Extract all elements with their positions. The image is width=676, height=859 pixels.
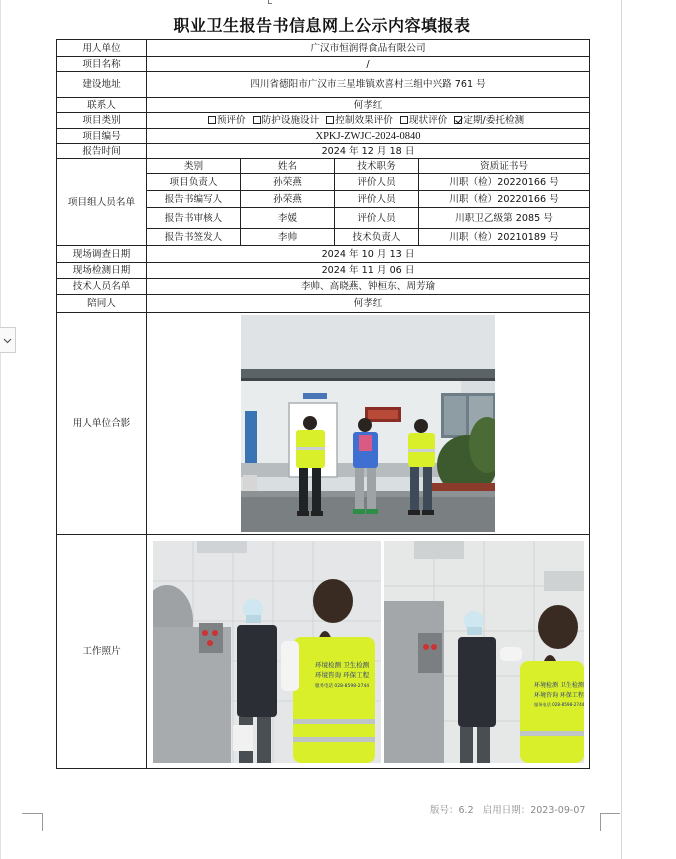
form-table [56,39,590,769]
companion-value: 何孝红 [147,295,590,313]
row-test-date [57,263,590,279]
team-cert: 川职（检）20210189 号 [419,229,590,246]
team-header-cert: 资质证书号 [419,159,590,174]
category-label: 项目类别 [57,113,147,129]
project-no-label: 项目编号 [57,129,147,144]
category-options [147,113,590,129]
work-photo-label: 工作照片 [57,535,147,769]
contact-label: 联系人 [57,98,147,113]
version-label: 版号： [430,805,459,816]
team-title: 评价人员 [335,208,419,229]
crop-mark-top [268,0,272,4]
version-value: 6.2 [458,805,474,816]
category-option-label: 定期/委托检测 [463,115,525,126]
page-edge-right [621,0,622,859]
test-date-label: 现场检测日期 [57,263,147,279]
companion-label: 陪同人 [57,295,147,313]
group-photo-label: 用人单位合影 [57,313,147,535]
row-project-no [57,129,590,144]
checkbox-icon [253,116,261,124]
category-option-checked[interactable] [454,115,524,126]
work-photo-left-image [153,541,381,763]
report-date-value: 2024 年 12 月 18 日 [147,144,590,159]
group-photo [241,315,495,532]
work-photo-right-image [384,541,584,763]
tech-staff-label: 技术人员名单 [57,279,147,295]
address-label: 建设地址 [57,72,147,98]
category-option[interactable] [208,115,246,126]
chevron-down-icon [3,334,12,347]
work-photo-cell [147,535,590,769]
category-option-label: 控制效果评价 [335,115,393,126]
page-title: 职业卫生报告书信息网上公示内容填报表 [173,16,471,35]
team-header-row [57,159,590,174]
checkbox-checked-icon [454,116,462,124]
vest-text-right-2: 环境咨询 环保工程 [533,691,584,699]
work-photo-left [153,541,381,763]
vest-text-left-1: 环境检测 卫生检测 [314,660,369,669]
team-title: 评价人员 [335,191,419,208]
tech-staff-value: 李帅、高晓燕、钟桓东、周芳瑜 [147,279,590,295]
crop-mark-bl-h [22,813,42,814]
team-header-name: 姓名 [241,159,335,174]
report-date-label: 报告时间 [57,144,147,159]
checkbox-icon [400,116,408,124]
page-footer [430,802,585,816]
row-tech-staff [57,279,590,295]
team-role: 报告书审核人 [147,208,241,229]
row-category [57,113,590,129]
contact-value: 何孝红 [147,98,590,113]
team-name: 李媛 [241,208,335,229]
vest-text-right-3: 服务电话 028-8598-2744 [533,701,584,707]
employer-value: 广汉市恒润得食品有限公司 [147,40,590,57]
row-work-photo [57,535,590,769]
category-option-label: 预评价 [216,115,246,126]
row-contact [57,98,590,113]
vest-text-right-1: 环境检测 卫生检测 [533,681,584,689]
row-employer [57,40,590,57]
survey-date-label: 现场调查日期 [57,246,147,263]
work-photos [147,541,589,763]
category-option[interactable] [253,115,320,126]
category-option[interactable] [400,115,447,126]
team-role: 报告书签发人 [147,229,241,246]
sidebar-toggle-button[interactable] [0,327,16,353]
project-no-value: XPKJ-ZWJC-2024-0840 [147,129,590,144]
team-title: 评价人员 [335,174,419,191]
team-role: 报告书编写人 [147,191,241,208]
project-name-label: 项目名称 [57,57,147,72]
category-option[interactable] [326,115,393,126]
effective-date-label: 启用日期： [482,805,531,816]
row-companion [57,295,590,313]
crop-mark-br-v [600,813,601,831]
address-value: 四川省德阳市广汉市三星堆镇欢喜村三组中兴路 761 号 [147,72,590,98]
team-name: 李帅 [241,229,335,246]
effective-date-value: 2023-09-07 [530,805,586,816]
employer-label: 用人单位 [57,40,147,57]
crop-mark-br-h [600,813,620,814]
team-cert: 川职（检）20220166 号 [419,191,590,208]
team-cert: 川职卫乙级第 2085 号 [419,208,590,229]
project-name-value: / [147,57,590,72]
team-name: 孙荣燕 [241,174,335,191]
page-edge-left [0,0,1,859]
row-report-date [57,144,590,159]
group-photo-image [241,315,495,532]
crop-mark-bl-v [42,813,43,831]
test-date-value: 2024 年 11 月 06 日 [147,263,590,279]
team-label: 项目组人员名单 [57,159,147,246]
survey-date-value: 2024 年 10 月 13 日 [147,246,590,263]
vest-text-left-2: 环境咨询 环保工程 [314,670,369,679]
team-header-title: 技术职务 [335,159,419,174]
team-cert: 川职（检）20220166 号 [419,174,590,191]
checkbox-icon [208,116,216,124]
work-photo-right [384,541,584,763]
category-option-label: 现状评价 [408,115,448,126]
team-role: 项目负责人 [147,174,241,191]
vest-text-left-3: 服务电话 028-8598-2744 [314,683,369,689]
category-option-label: 防护设施设计 [261,115,320,126]
team-name: 孙荣燕 [241,191,335,208]
row-survey-date [57,246,590,263]
row-group-photo [57,313,590,535]
team-title: 技术负责人 [335,229,419,246]
row-address [57,72,590,98]
checkbox-icon [326,116,334,124]
row-project-name [57,57,590,72]
group-photo-cell [147,313,590,535]
team-header-role: 类别 [147,159,241,174]
